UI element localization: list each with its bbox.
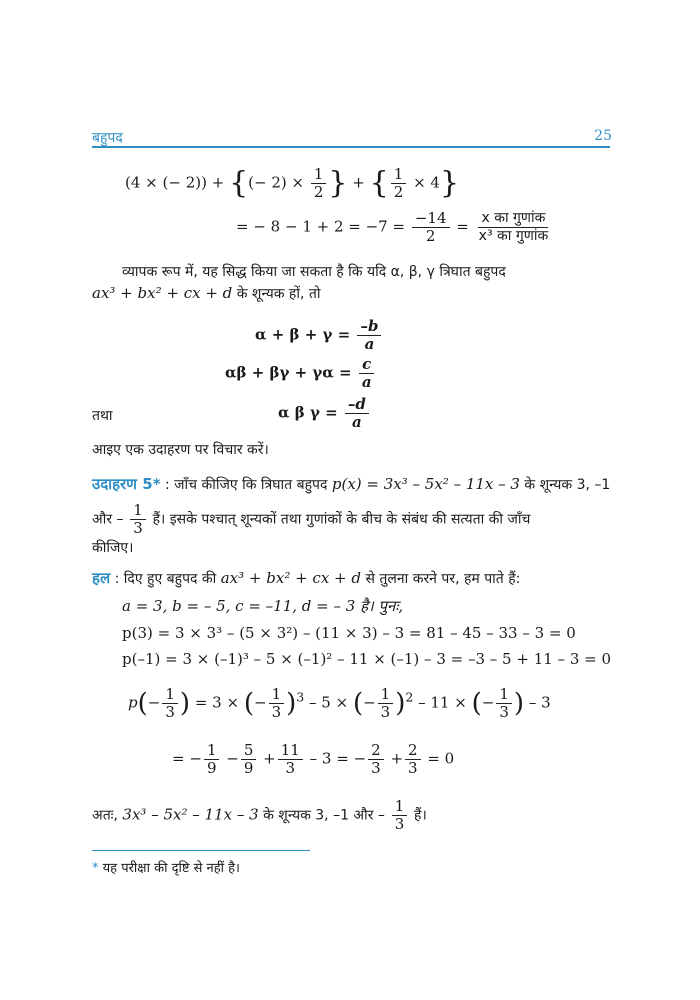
solution-conclusion: अतः, 3x³ – 5x² – 11x – 3 के शून्यक 3, –1 और – $\frac{1}{3}$ हैं।	[92, 797, 427, 833]
example-line1: उदाहरण 5* : जाँच कीजिए कि त्रिघात बहुपद p(x) = 3x³ – 5x² – 11x – 3 के शून्यक 3, –1	[92, 475, 611, 493]
relation-sum: α + β + γ = $\frac{-b}{a}$	[255, 318, 383, 353]
eq1-b1a: (− 2) ×	[248, 173, 305, 192]
solution-line1: हल : दिए हुए बहुपद की ax³ + bx² + cx + d से तुलना करने पर, हम पाते हैं:	[92, 569, 521, 587]
fraction: $\frac{1}{2}$	[391, 166, 407, 201]
header-rule	[92, 146, 610, 148]
equals: =	[456, 217, 469, 236]
solution-label: हल	[92, 569, 111, 587]
para1-line1: व्यापक रूप में, यह सिद्ध किया जा सकता है कि यदि α, β, γ त्रिघात बहुपद	[122, 264, 506, 280]
relation-pair-sum: αβ + βγ + γα = $\frac{c}{a}$	[225, 356, 377, 391]
eq1-b2b: × 4	[413, 173, 440, 192]
fraction: $\frac{-14}{2}$	[412, 210, 450, 245]
page-number: 25	[594, 128, 612, 144]
eq1-prefix: (4 × (− 2))	[125, 173, 207, 192]
example-line2: और – $\frac{1}{3}$ हैं। इसके पश्चात् शून्यकों तथा गुणांकों के बीच के संबंध की सत्यता की जाँच	[92, 501, 531, 537]
solution-coeffs: a = 3, b = – 5, c = –11, d = – 3 है। पुनः,	[122, 597, 404, 615]
eq1-line2	[236, 210, 553, 245]
eq1-line2-text: = − 8 − 1 + 2 = −7 =	[236, 217, 406, 236]
solution-p-third: p(− $\frac{1}{3}$ ) = 3 × (− $\frac{1}{3}$ )$^3$ – 5 × (− $\frac{1}{3}$ )$^2$ – 11 × (− $\frac{1}{3}$ ) – 3	[128, 685, 551, 721]
solution-result: = − $\frac{1}{9}$ − $\frac{5}{9}$ + $\frac{11}{3}$ – 3 = − $\frac{2}{3}$ + $\frac{2}{3}$ = 0	[172, 741, 455, 777]
para1-line2: ax³ + bx² + cx + d के शून्यक हों, तो	[92, 284, 321, 302]
coefficient-fraction: $\frac{\text{x का गुणांक}}{\text{x³ का गुणांक}}$	[478, 210, 549, 244]
example-line3: कीजिए।	[92, 540, 134, 556]
relation-product: α β γ = $\frac{-d}{a}$	[278, 396, 371, 431]
example-label: उदाहरण 5*	[92, 475, 161, 493]
footnote: * यह परीक्षा की दृष्टि से नहीं है।	[92, 861, 240, 876]
plus: +	[211, 173, 225, 192]
solution-p3: p(3) = 3 × 3³ – (5 × 3²) – (11 × 3) – 3 = 81 – 45 – 33 – 3 = 0	[122, 624, 576, 642]
plus: +	[352, 173, 365, 192]
intro-text: आइए एक उदाहरण पर विचार करें।	[92, 442, 269, 458]
eq1-line1: (4 × (− 2)) + {(− 2) × $\frac{1}{2}$ } + { $\frac{1}{2}$ × 4}	[125, 165, 460, 201]
footnote-rule	[92, 850, 310, 851]
tatha-label: तथा	[92, 408, 113, 424]
solution-pm1: p(–1) = 3 × (–1)³ – 5 × (–1)² – 11 × (–1) – 3 = –3 – 5 + 11 – 3 = 0	[122, 650, 612, 668]
fraction: $\frac{1}{2}$	[311, 166, 327, 201]
chapter-title: बहुपद	[92, 130, 123, 146]
